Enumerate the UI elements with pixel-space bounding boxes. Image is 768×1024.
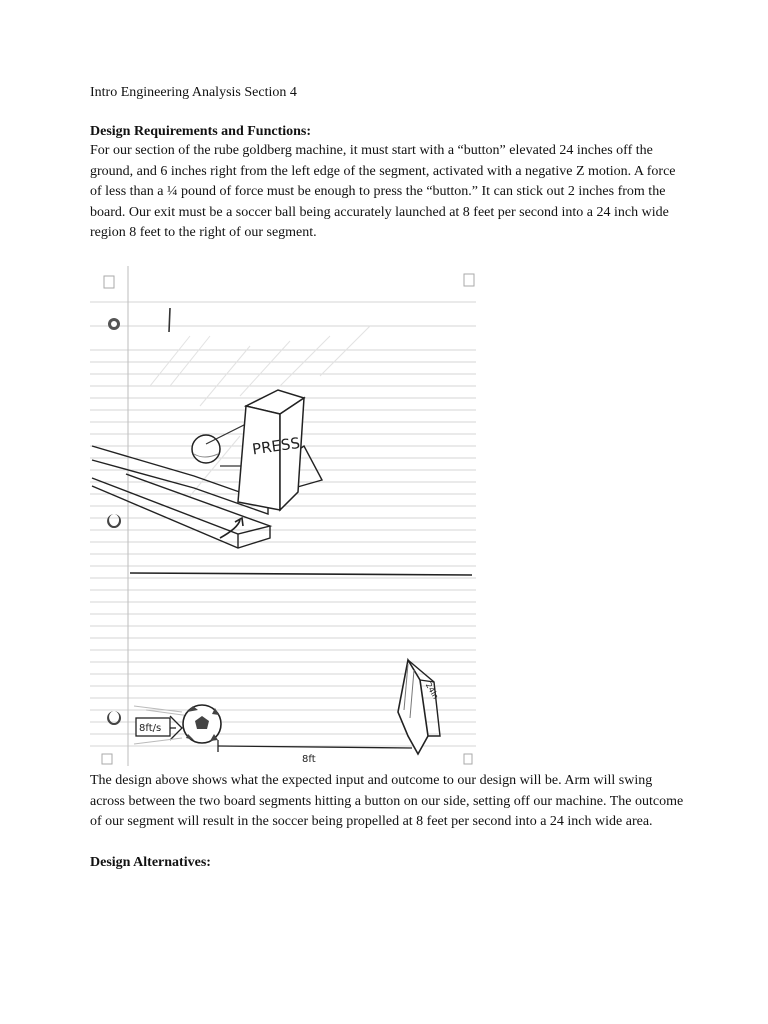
speed-label: 8ft/s xyxy=(139,723,162,734)
design-description-paragraph: The design above shows what the expected input and outcome to our design will be. Arm will swing across between the two board segments hitting a button on our side, setting off our machine. The outcome of our segment will result in the soccer being propelled at 8 feet per second into a 24 inch wide area. xyxy=(90,773,684,829)
corner-mark-icon xyxy=(102,754,112,764)
document-header: Intro Engineering Analysis Section 4 xyxy=(90,85,297,100)
tick-mark xyxy=(169,308,170,332)
moon-crescent-icon xyxy=(107,711,121,725)
section-title-requirements: Design Requirements and Functions: xyxy=(90,124,312,139)
corner-mark-icon xyxy=(104,276,114,288)
requirements-paragraph: For our section of the rube goldberg machine, it must start with a “button” elevated 24 inches off the ground, and 6 inches right from the left edge of the segment, activated with a negative Z motion. A force of less than a ¼ pound of force must be enough to press the “button.” It can stick out 2 inches from the board. Our exit must be a soccer ball being accurately launched at 8 feet per second into a 24 inch wide region 8 feet to the right of our segment. xyxy=(90,143,676,240)
sketch-drawing xyxy=(90,266,476,766)
soccer-ball-drawing xyxy=(183,705,221,743)
distance-label: 8ft xyxy=(302,754,316,765)
corner-mark-icon xyxy=(464,274,474,286)
section-title-alternatives: Design Alternatives: xyxy=(90,855,211,870)
target-label: 24in xyxy=(423,681,441,701)
rotation-arrow-icon xyxy=(220,520,240,538)
press-label: PRESS xyxy=(251,433,302,459)
design-sketch xyxy=(90,266,476,766)
press-button-drawing xyxy=(238,390,304,510)
ground-line xyxy=(130,573,472,575)
moon-inner-icon xyxy=(111,321,117,327)
moon-crescent-icon xyxy=(107,514,121,528)
corner-mark-icon xyxy=(464,754,472,764)
